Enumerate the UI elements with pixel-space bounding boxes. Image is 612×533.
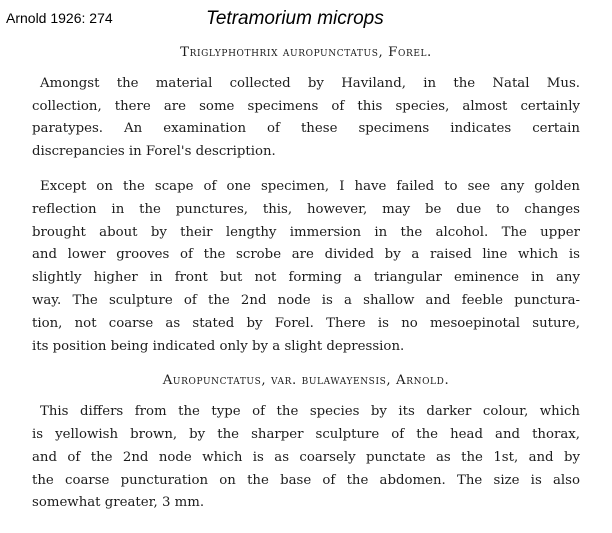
text-line: brought about by their lengthy immersion in the alcohol. The upper <box>32 224 580 240</box>
text-line: the coarse puncturation on the base of the abdomen. The size is also <box>32 472 580 488</box>
text-line: and of the 2nd node which is as coarsely punctate as the 1st, and by <box>32 449 580 465</box>
section-heading-bulawayensis: Auropunctatus, var. bulawayensis, Arnold. <box>162 373 450 389</box>
text-line: discrepancies in Forel's description. <box>32 144 276 160</box>
paragraph-variety-description <box>32 401 580 515</box>
text-line: slightly higher in front but not forming a triangular eminence in any <box>32 270 580 286</box>
text-line: its position being indicated only by a slight depression. <box>32 338 405 354</box>
text-line: collection, there are some specimens of this species, almost certainly <box>32 98 580 114</box>
species-title: Tetramorium microps <box>206 8 384 29</box>
text-line: way. The sculpture of the 2nd node is a shallow and feeble punctura- <box>32 292 580 308</box>
paragraph-haviland-material <box>32 73 580 164</box>
text-line: and lower grooves of the scrobe are divided by a raised line which is <box>32 247 580 263</box>
text-line: Except on the scape of one specimen, I have failed to see any golden <box>40 178 580 194</box>
text-line: This differs from the type of the species by its darker colour, which <box>40 404 580 420</box>
document-body <box>32 42 580 527</box>
section-heading-auropunctatus: Triglyphothrix auropunctatus, Forel. <box>180 45 432 60</box>
citation-label: Arnold 1926: 274 <box>6 10 113 26</box>
text-line: Amongst the material collected by Haviland, in the Natal Mus. <box>40 75 580 91</box>
paragraph-scape-observations <box>32 176 580 358</box>
text-line: reflection in the punctures, this, however, may be due to changes <box>32 201 580 217</box>
text-line: tion, not coarse as stated by Forel. There is no mesoepinotal suture, <box>32 315 580 331</box>
text-line: paratypes. An examination of these specimens indicates certain <box>32 121 580 137</box>
text-line: is yellowish brown, by the sharper sculpture of the head and thorax, <box>32 426 580 442</box>
text-line: somewhat greater, 3 mm. <box>32 495 205 511</box>
